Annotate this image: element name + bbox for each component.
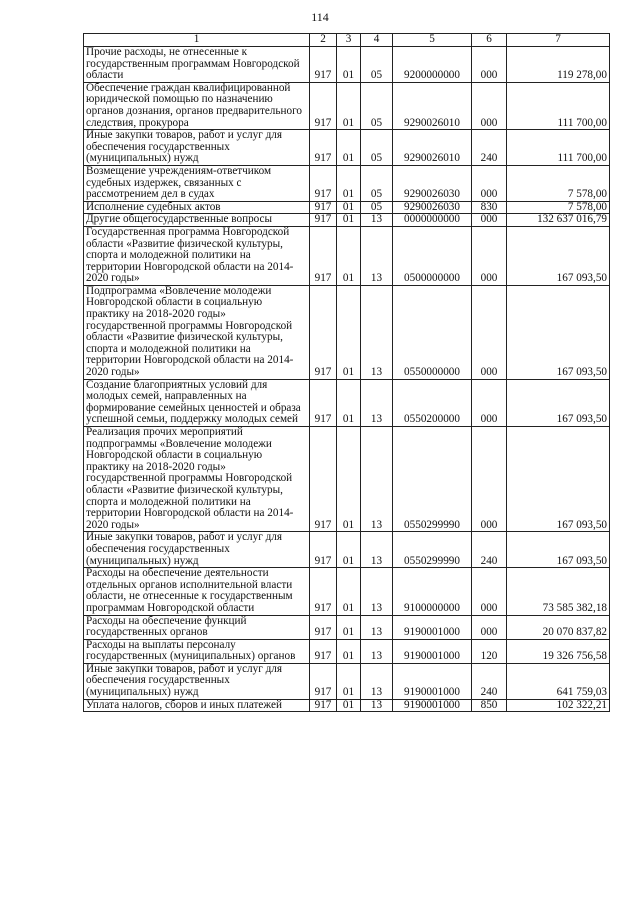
cell-target: 0550299990 [393, 427, 472, 532]
cell-subsection: 13 [361, 568, 393, 615]
cell-target: 0000000000 [393, 214, 472, 227]
cell-amount: 111 700,00 [507, 130, 610, 166]
cell-expense-type: 240 [472, 663, 507, 699]
cell-name: Прочие расходы, не отнесенные к государственным программам Новгородской области [84, 47, 310, 83]
cell-expense-type: 850 [472, 699, 507, 712]
cell-section: 01 [337, 130, 361, 166]
cell-expense-type: 240 [472, 532, 507, 568]
cell-name: Иные закупки товаров, работ и услуг для обеспечения государственных (муниципальных) нужд [84, 532, 310, 568]
cell-ministry: 917 [310, 130, 337, 166]
table-row [84, 165, 610, 201]
table-row [84, 285, 610, 379]
cell-ministry: 917 [310, 285, 337, 379]
cell-ministry: 917 [310, 615, 337, 639]
cell-name: Расходы на обеспечение деятельности отдельных органов исполнительной власти области, не отнесенные к государственным программам Новгородской области [84, 568, 310, 615]
header-cell-6: 6 [472, 34, 507, 47]
cell-subsection: 13 [361, 285, 393, 379]
cell-subsection: 05 [361, 201, 393, 214]
cell-name: Создание благоприятных условий для молодых семей, направленных на формирование семейных ценностей и образа успешной семьи, поддержку молодых семей [84, 379, 310, 426]
cell-expense-type: 000 [472, 165, 507, 201]
cell-amount: 73 585 382,18 [507, 568, 610, 615]
cell-expense-type: 000 [472, 379, 507, 426]
page-number: 114 [311, 10, 329, 24]
cell-amount: 119 278,00 [507, 47, 610, 83]
cell-amount: 167 093,50 [507, 285, 610, 379]
cell-section: 01 [337, 165, 361, 201]
header-cell-4: 4 [361, 34, 393, 47]
cell-amount: 167 093,50 [507, 226, 610, 285]
cell-target: 0550299990 [393, 532, 472, 568]
cell-name: Реализация прочих мероприятий подпрограммы «Вовлечение молодежи Новгородской области в социальную практику на 2018-2020 годы» государственной программы Новгородской области «Развитие физической культуры, спорта и молодежной политики на территории Новгородской области на 2014-2020 годы» [84, 427, 310, 532]
cell-ministry: 917 [310, 427, 337, 532]
cell-amount: 19 326 756,58 [507, 639, 610, 663]
cell-subsection: 13 [361, 427, 393, 532]
cell-ministry: 917 [310, 226, 337, 285]
table-row [84, 214, 610, 227]
cell-section: 01 [337, 532, 361, 568]
table-row [84, 663, 610, 699]
table-row [84, 82, 610, 129]
cell-target: 9190001000 [393, 663, 472, 699]
cell-expense-type: 000 [472, 226, 507, 285]
cell-subsection: 05 [361, 82, 393, 129]
cell-amount: 641 759,03 [507, 663, 610, 699]
table-header-row [84, 34, 610, 47]
table-row [84, 379, 610, 426]
cell-target: 9190001000 [393, 639, 472, 663]
cell-expense-type: 240 [472, 130, 507, 166]
header-cell-1: 1 [84, 34, 310, 47]
table-row [84, 201, 610, 214]
cell-amount: 102 322,21 [507, 699, 610, 712]
cell-amount: 167 093,50 [507, 427, 610, 532]
table-row [84, 699, 610, 712]
header-cell-2: 2 [310, 34, 337, 47]
cell-section: 01 [337, 379, 361, 426]
cell-amount: 7 578,00 [507, 201, 610, 214]
cell-name: Уплата налогов, сборов и иных платежей [84, 699, 310, 712]
header-cell-5: 5 [393, 34, 472, 47]
cell-section: 01 [337, 663, 361, 699]
table-row [84, 226, 610, 285]
table-row [84, 47, 610, 83]
cell-section: 01 [337, 214, 361, 227]
cell-subsection: 13 [361, 379, 393, 426]
cell-name: Иные закупки товаров, работ и услуг для обеспечения государственных (муниципальных) нужд [84, 130, 310, 166]
cell-subsection: 13 [361, 663, 393, 699]
cell-section: 01 [337, 201, 361, 214]
table-row [84, 130, 610, 166]
cell-expense-type: 830 [472, 201, 507, 214]
cell-target: 0550200000 [393, 379, 472, 426]
cell-amount: 167 093,50 [507, 379, 610, 426]
cell-section: 01 [337, 427, 361, 532]
cell-name: Подпрограмма «Вовлечение молодежи Новгородской области в социальную практику на 2018-2020 годы» государственной программы Новгородской области «Развитие физической культуры, спорта и молодежной политики на территории Новгородской области на 2014-2020 годы» [84, 285, 310, 379]
cell-amount: 7 578,00 [507, 165, 610, 201]
cell-name: Возмещение учреждениям-ответчиком судебных издержек, связанных с рассмотрением дел в судах [84, 165, 310, 201]
cell-ministry: 917 [310, 568, 337, 615]
cell-ministry: 917 [310, 201, 337, 214]
table-row [84, 615, 610, 639]
cell-section: 01 [337, 699, 361, 712]
cell-ministry: 917 [310, 699, 337, 712]
cell-expense-type: 000 [472, 285, 507, 379]
table-row [84, 568, 610, 615]
cell-target: 0550000000 [393, 285, 472, 379]
table-body [84, 34, 610, 712]
cell-target: 9290026030 [393, 165, 472, 201]
cell-section: 01 [337, 568, 361, 615]
cell-name: Исполнение судебных актов [84, 201, 310, 214]
budget-table [83, 33, 610, 712]
cell-section: 01 [337, 285, 361, 379]
cell-ministry: 917 [310, 379, 337, 426]
cell-subsection: 13 [361, 639, 393, 663]
cell-ministry: 917 [310, 82, 337, 129]
cell-section: 01 [337, 226, 361, 285]
cell-name: Другие общегосударственные вопросы [84, 214, 310, 227]
cell-name: Расходы на выплаты персоналу государственных (муниципальных) органов [84, 639, 310, 663]
table-row [84, 639, 610, 663]
cell-ministry: 917 [310, 663, 337, 699]
cell-amount: 167 093,50 [507, 532, 610, 568]
cell-expense-type: 000 [472, 615, 507, 639]
cell-amount: 111 700,00 [507, 82, 610, 129]
cell-expense-type: 000 [472, 47, 507, 83]
cell-name: Государственная программа Новгородской области «Развитие физической культуры, спорта и молодежной политики на территории Новгородской области на 2014-2020 годы» [84, 226, 310, 285]
cell-target: 9100000000 [393, 568, 472, 615]
cell-subsection: 05 [361, 165, 393, 201]
cell-target: 0500000000 [393, 226, 472, 285]
cell-subsection: 13 [361, 699, 393, 712]
cell-name: Иные закупки товаров, работ и услуг для обеспечения государственных (муниципальных) нужд [84, 663, 310, 699]
cell-subsection: 13 [361, 615, 393, 639]
cell-expense-type: 000 [472, 427, 507, 532]
cell-expense-type: 000 [472, 568, 507, 615]
cell-section: 01 [337, 639, 361, 663]
cell-ministry: 917 [310, 639, 337, 663]
cell-target: 9290026010 [393, 130, 472, 166]
cell-name: Расходы на обеспечение функций государственных органов [84, 615, 310, 639]
cell-target: 9190001000 [393, 615, 472, 639]
cell-subsection: 13 [361, 532, 393, 568]
cell-ministry: 917 [310, 47, 337, 83]
cell-amount: 132 637 016,79 [507, 214, 610, 227]
cell-ministry: 917 [310, 214, 337, 227]
cell-section: 01 [337, 82, 361, 129]
cell-subsection: 05 [361, 47, 393, 83]
cell-target: 9290026030 [393, 201, 472, 214]
cell-ministry: 917 [310, 532, 337, 568]
cell-ministry: 917 [310, 165, 337, 201]
cell-subsection: 05 [361, 130, 393, 166]
table-row [84, 427, 610, 532]
cell-expense-type: 000 [472, 214, 507, 227]
cell-expense-type: 120 [472, 639, 507, 663]
table-row [84, 532, 610, 568]
header-cell-7: 7 [507, 34, 610, 47]
cell-target: 9290026010 [393, 82, 472, 129]
cell-section: 01 [337, 47, 361, 83]
cell-section: 01 [337, 615, 361, 639]
cell-expense-type: 000 [472, 82, 507, 129]
cell-name: Обеспечение граждан квалифицированной юридической помощью по назначению органов дознания, органов предварительного следствия, прокурора [84, 82, 310, 129]
header-cell-3: 3 [337, 34, 361, 47]
cell-target: 9190001000 [393, 699, 472, 712]
cell-target: 9200000000 [393, 47, 472, 83]
cell-subsection: 13 [361, 214, 393, 227]
cell-subsection: 13 [361, 226, 393, 285]
cell-amount: 20 070 837,82 [507, 615, 610, 639]
